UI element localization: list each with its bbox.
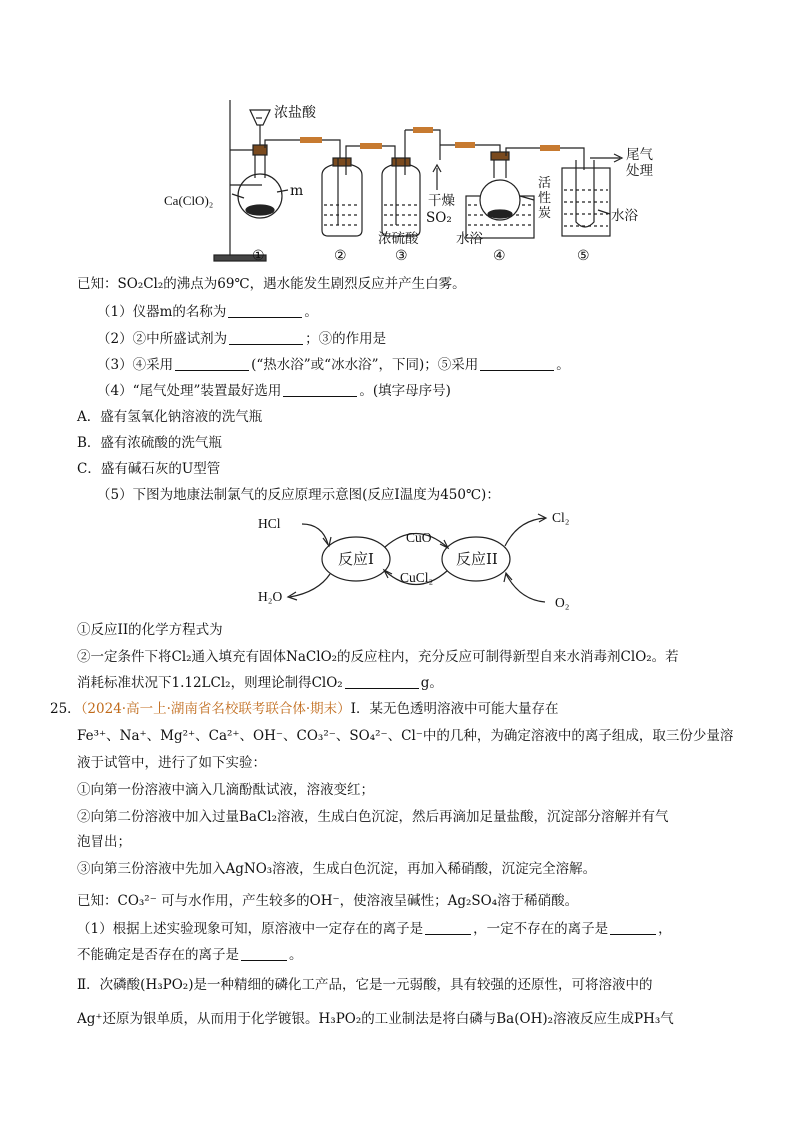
option-c: C．盛有碱石灰的U型管 bbox=[77, 461, 221, 477]
label-conc-h2so4: 浓硫酸 bbox=[378, 231, 419, 247]
q4-text: （4）“尾气处理”装置最好选用 bbox=[97, 383, 282, 399]
q1-text: （1）仪器m的名称为 bbox=[97, 304, 227, 320]
label-treatment: 处理 bbox=[626, 163, 653, 179]
label-n1: ① bbox=[252, 248, 265, 264]
cycle-hcl: HCl bbox=[258, 516, 281, 531]
cycle-cucl2: CuCl₂ bbox=[400, 570, 434, 585]
label-activated-carbon: 活性炭 bbox=[538, 176, 552, 221]
label-n4: ④ bbox=[493, 248, 506, 264]
label-n2: ② bbox=[334, 248, 347, 264]
cycle-reaction-2: 反应II bbox=[456, 550, 498, 568]
p25-q1b-end: 。 bbox=[289, 947, 303, 963]
q3-end: 。 bbox=[556, 357, 570, 373]
q3-mid: (“热水浴”或“冰水浴”，下同)；⑤采用 bbox=[251, 357, 479, 373]
answer-blank[interactable] bbox=[228, 303, 302, 318]
q3-line bbox=[97, 356, 570, 374]
label-conc-hcl: 浓盐酸 bbox=[274, 105, 316, 121]
p25-part2-line2: Ag⁺还原为银单质，从而用于化学镀银。H₃PO₂的工业制法是将白磷与Ba(OH)₂溶液反应生成PH₃气 bbox=[77, 1011, 674, 1027]
q5-part-1: ①反应II的化学方程式为 bbox=[77, 622, 223, 638]
cycle-reaction-1: 反应I bbox=[338, 550, 374, 568]
option-b: B．盛有浓硫酸的洗气瓶 bbox=[77, 435, 222, 451]
q4-line bbox=[97, 382, 451, 400]
p25-q1b-text: 不能确定是否存在的离子是 bbox=[77, 947, 239, 963]
p25-q1b bbox=[77, 946, 303, 964]
answer-blank[interactable] bbox=[283, 382, 357, 397]
experiment-2b: 泡冒出； bbox=[77, 834, 131, 850]
q5-part-2-unit: g。 bbox=[420, 675, 443, 691]
p25-ions-line: Fe³⁺、Na⁺、Mg²⁺、Ca²⁺、OH⁻、CO₃²⁻、SO₄²⁻、Cl⁻中的几种，为确定溶液中的离子组成，取三份少量溶 bbox=[77, 728, 734, 744]
label-dry: 干燥 bbox=[428, 193, 455, 209]
label-n3: ③ bbox=[395, 248, 408, 264]
problem-source: （2024·高一上·湖南省名校联考联合体·期末） bbox=[80, 701, 351, 717]
label-so2: SO₂ bbox=[426, 210, 452, 226]
q2-text: （2）②中所盛试剂为 bbox=[97, 331, 228, 347]
q5-part-2-text: 消耗标准状况下1.12LCl₂，则理论制得ClO₂ bbox=[77, 675, 343, 691]
deacon-cycle-diagram bbox=[0, 502, 800, 632]
q5-part-2-line1: ②一定条件下将Cl₂通入填充有固体NaClO₂的反应柱内，充分反应可制得新型自来水消毒剂ClO₂。若 bbox=[77, 649, 679, 665]
q5-intro: （5）下图为地康法制氯气的反应原理示意图(反应I温度为450℃)： bbox=[97, 487, 500, 503]
problem-number: 25． bbox=[50, 701, 81, 717]
known-so2cl2: 已知：SO₂Cl₂的沸点为69℃，遇水能发生剧烈反应并产生白雾。 bbox=[77, 276, 466, 292]
answer-blank[interactable] bbox=[229, 330, 303, 345]
q4-end: 。(填字母序号) bbox=[359, 383, 451, 399]
answer-blank[interactable] bbox=[241, 946, 287, 961]
q3-text: （3）④采用 bbox=[97, 357, 174, 373]
label-n5: ⑤ bbox=[577, 248, 590, 264]
experiment-2a: ②向第二份溶液中加入过量BaCl₂溶液，生成白色沉淀，然后再滴加足量盐酸，沉淀部分溶解并有气 bbox=[77, 809, 669, 825]
label-tail-gas: 尾气 bbox=[626, 147, 653, 163]
answer-blank[interactable] bbox=[610, 920, 656, 935]
label-water-bath-5: 水浴 bbox=[611, 208, 638, 224]
p25-part2-line1: Ⅱ．次磷酸(H₃PO₂)是一种精细的磷化工产品，它是一元弱酸，具有较强的还原性，可将溶液中的 bbox=[77, 977, 653, 993]
q1-end: 。 bbox=[304, 304, 318, 320]
experiment-3: ③向第三份溶液中先加入AgNO₃溶液，生成白色沉淀，再加入稀硝酸，沉淀完全溶解。 bbox=[77, 861, 597, 877]
label-m: m bbox=[290, 183, 304, 199]
option-a: A．盛有氢氧化钠溶液的洗气瓶 bbox=[77, 409, 263, 425]
answer-blank[interactable] bbox=[345, 674, 419, 689]
cycle-cl2: Cl₂ bbox=[552, 510, 570, 525]
q2-mid: ；③的作用是 bbox=[305, 331, 387, 347]
p25-q1a-mid: ，一定不存在的离子是 bbox=[473, 921, 609, 937]
p25-known: 已知：CO₃²⁻ 可与水作用，产生较多的OH⁻，使溶液呈碱性；Ag₂SO₄溶于稀硝酸。 bbox=[77, 893, 579, 909]
label-ca-clo2: Ca(ClO)₂ bbox=[164, 193, 214, 208]
experiment-1: ①向第一份溶液中滴入几滴酚酞试液，溶液变红； bbox=[77, 782, 374, 798]
cycle-h2o: H₂O bbox=[258, 589, 283, 604]
q5-part-2-line2 bbox=[77, 674, 443, 692]
answer-blank[interactable] bbox=[425, 920, 471, 935]
q2-line bbox=[97, 330, 386, 348]
p25-q1a-end: ， bbox=[658, 921, 672, 937]
problem-25-header bbox=[50, 700, 559, 718]
answer-blank[interactable] bbox=[175, 356, 249, 371]
p25-q1a-text: （1）根据上述实验现象可知，原溶液中一定存在的离子是 bbox=[77, 921, 424, 937]
cycle-o2: O₂ bbox=[555, 595, 570, 610]
label-water-bath-4: 水浴 bbox=[456, 231, 483, 247]
problem-25-intro: Ⅰ．某无色透明溶液中可能大量存在 bbox=[350, 701, 559, 717]
cycle-cuo: CuO bbox=[406, 530, 432, 545]
p25-line3: 液于试管中，进行了如下实验： bbox=[77, 755, 266, 771]
answer-blank[interactable] bbox=[480, 356, 554, 371]
q1-line bbox=[97, 303, 318, 321]
p25-q1a bbox=[77, 920, 672, 938]
